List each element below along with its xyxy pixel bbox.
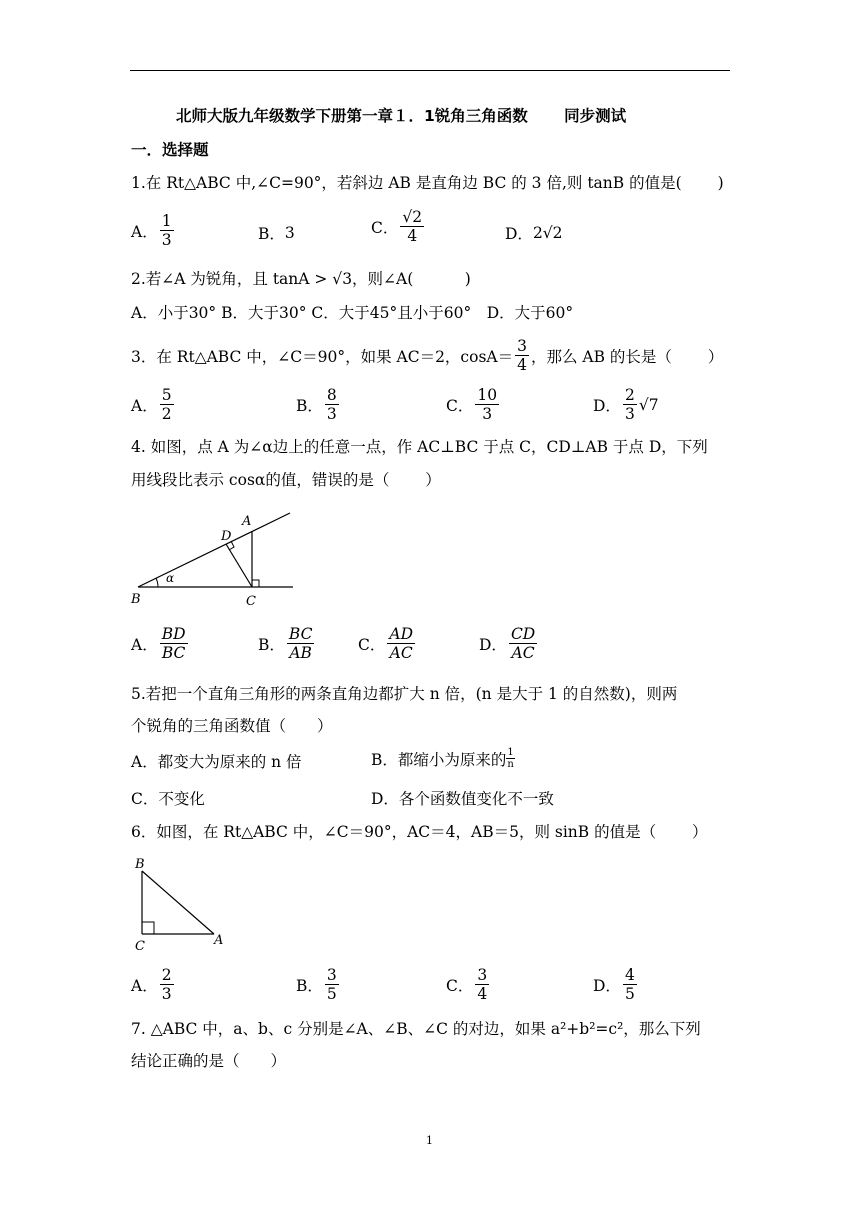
option-label: A． [131, 396, 158, 415]
q3-option-c [446, 386, 501, 423]
fraction: $\frac{BD}{BC}$ [161, 625, 186, 662]
fraction: $\frac{√2}{4}$ [402, 208, 423, 245]
q1-option-d: D． 2√2 [505, 224, 563, 243]
section-heading: 一．选择题 [131, 141, 209, 159]
question-7-stem-line-2: 结论正确的是（ ） [131, 1052, 287, 1070]
q3-option-a [131, 386, 176, 423]
question-2-options: A．小于30° B．大于30° C．大于45°且小于60° D．大于60° [131, 304, 574, 322]
fraction: $\frac{CD}{AC}$ [510, 625, 536, 662]
option-label: C． [446, 396, 474, 415]
q4-figure [128, 505, 298, 610]
option-label: C． [446, 976, 474, 995]
q5-option-a: A．都变大为原来的 n 倍 [131, 753, 302, 771]
question-3-stem: 3．在 Rt△ABC 中，∠C＝90°，如果 AC＝2，cosA＝ $\frac{3}{4}$ ，那么 AB 的长是（ ） [131, 337, 724, 374]
question-5-stem-line-1: 5.若把一个直角三角形的两条直角边都扩大 n 倍，(n 是大于 1 的自然数)，则两 [131, 685, 678, 703]
fraction: $\frac{BC}{AB}$ [288, 625, 313, 662]
q6-option-d [593, 966, 639, 1003]
label-a: A [242, 514, 252, 529]
label-alpha: α [166, 571, 175, 585]
fraction: $\frac{8}{3}$ [326, 386, 337, 423]
option-label: B． [296, 976, 323, 995]
fraction: $\frac{AD}{AC}$ [389, 625, 413, 662]
label-c: C [246, 594, 256, 609]
q4-option-a [131, 625, 190, 662]
segment-cd [226, 544, 252, 587]
q4-option-c [358, 625, 417, 662]
q6-option-a [131, 966, 176, 1003]
option-label: A． [131, 635, 158, 654]
fraction: $\frac{1}{3}$ [161, 212, 172, 249]
label-b: B [135, 857, 145, 872]
fraction: $\frac{10}{3}$ [477, 386, 498, 423]
option-label: B． [296, 396, 323, 415]
fraction: $\frac{2}{3}$ [161, 966, 172, 1003]
right-angle-c [252, 580, 259, 587]
option-label: D． [593, 976, 621, 995]
q3-option-d: D． $\frac{2}{3}$ √7 [593, 386, 659, 423]
q3-option-b [296, 386, 341, 423]
fraction: $\frac{2}{3}$ [624, 386, 635, 423]
option-label: B． [258, 225, 285, 243]
fraction: $\frac{5}{2}$ [161, 386, 172, 423]
question-7-stem-line-1: 7. △ABC 中，a、b、c 分别是∠A、∠B、∠C 的对边，如果 a²+b²=c²，那么下列 [131, 1020, 701, 1038]
page-number: 1 [426, 1134, 433, 1147]
option-label: C． [371, 218, 399, 237]
question-1-stem: 1.在 Rt△ABC 中,∠C=90°，若斜边 AB 是直角边 BC 的 3 倍,则 tanB 的值是( ) [131, 174, 724, 192]
ray-ba [138, 513, 290, 587]
q5-option-d: D．各个函数值变化不一致 [371, 790, 554, 808]
label-c: C [135, 939, 145, 953]
option-label: A． [131, 222, 158, 241]
fraction: $\frac{3}{4}$ [477, 966, 488, 1003]
label-d: D [221, 529, 232, 544]
question-5-stem-line-2: 个锐角的三角函数值（ ） [131, 717, 333, 735]
fraction: $\frac{1}{n}$ [507, 747, 514, 770]
q6-option-c [446, 966, 491, 1003]
header-rule [130, 70, 730, 71]
q1-option-b: B． 3 [258, 224, 295, 243]
question-2-stem: 2.若∠A 为锐角，且 tanA > √3，则∠A( ) [131, 270, 471, 288]
option-label: A． [131, 976, 158, 995]
option-label: C． [358, 635, 386, 654]
option-label: D． [593, 396, 621, 415]
q5-option-c: C．不变化 [131, 790, 205, 808]
page-title: 北师大版九年级数学下册第一章１．1锐角三角函数 同步测试 [176, 107, 627, 125]
question-4-stem-line-1: 4. 如图，点 A 为∠α边上的任意一点，作 AC⊥BC 于点 C，CD⊥AB 于点 D，下列 [131, 438, 708, 456]
fraction: $\frac{4}{5}$ [624, 966, 635, 1003]
label-b: B [131, 592, 141, 607]
right-angle-c [142, 922, 154, 934]
q4-option-d [479, 625, 539, 662]
angle-arc [156, 578, 158, 587]
question-4-stem-line-2: 用线段比表示 cosα的值，错误的是（ ） [131, 471, 441, 489]
q4-option-b [258, 625, 316, 662]
q6-figure [130, 853, 230, 953]
option-label: B． [258, 635, 285, 654]
q1-option-a [131, 212, 176, 249]
question-6-stem: 6．如图，在 Rt△ABC 中，∠C＝90°，AC＝4，AB＝5，则 sinB 的值是（ ） [131, 823, 708, 841]
option-label: D． [505, 225, 533, 243]
q6-option-b [296, 966, 341, 1003]
option-label: D． [479, 635, 507, 654]
fraction: $\frac{3}{4}$ [517, 337, 527, 374]
q5-option-b: B．都缩小为原来的 $\frac{1}{n}$ [371, 747, 514, 770]
fraction: $\frac{3}{5}$ [326, 966, 337, 1003]
label-a: A [214, 933, 224, 948]
q1-option-c [371, 208, 426, 245]
segment-ab [142, 871, 214, 934]
